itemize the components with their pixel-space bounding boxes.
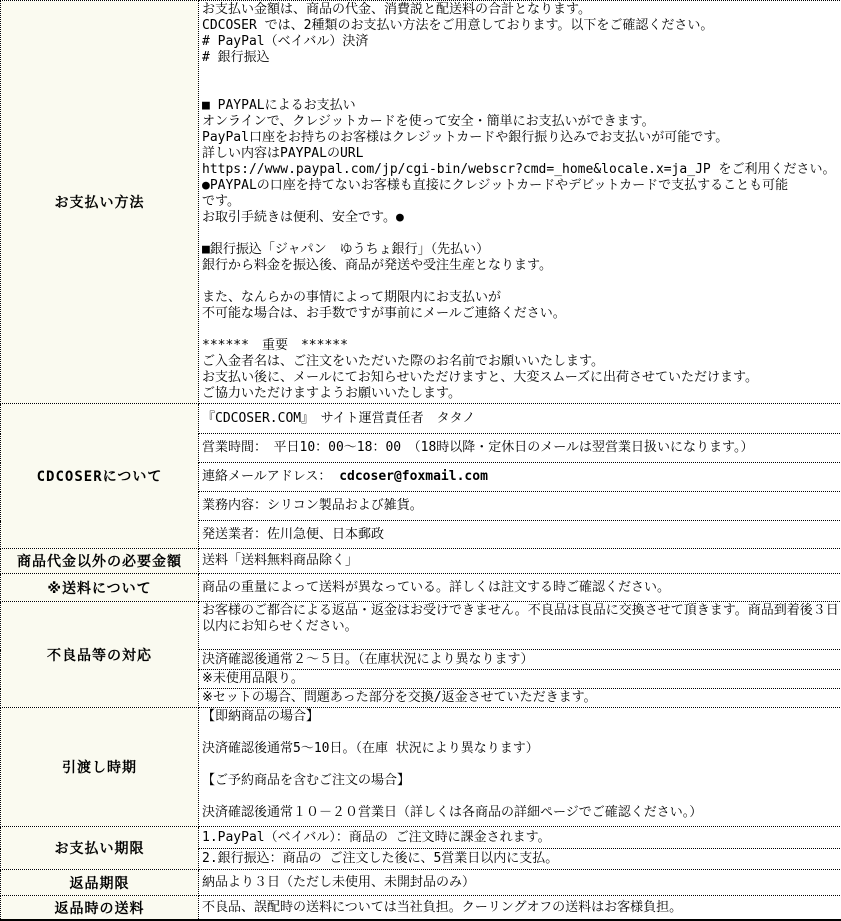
text-line: 【ご予約商品を含むご注文の場合】 (202, 773, 841, 789)
text-line (202, 66, 841, 82)
text-line: 決済確認後通常１０－２０営業日（詳しくは各商品の詳細ページでご確認ください。） (202, 805, 841, 821)
text-line: です。 (202, 194, 841, 210)
text-line (202, 226, 841, 242)
text-line: 業務内容：シリコン製品および雑貨。 (202, 498, 841, 514)
text-line: お取引手続きは便利、安全です。● (202, 210, 841, 226)
text-line: お支払い後に、メールにてお知らせいただけますと、大変スムーズに出荷させていただけます。 (202, 370, 841, 386)
section-header-1: CDCOSERについて (1, 404, 199, 549)
section-6-row-0-cell (199, 827, 841, 849)
text-line: 『CDCOSER.COM』 サイト運営責任者 タタノ (202, 411, 841, 427)
section-1-row-3-cell (199, 492, 841, 521)
text-line: 納品より３日（ただし未使用、未開封品のみ） (202, 875, 841, 891)
section-1-row-0-cell (199, 404, 841, 434)
text-line: CDCOSER では、2種類のお支払い方法をご用意しております。以下をご確認ください。 (202, 18, 841, 34)
text-line: 決済確認後通常5～10日。（在庫 状況により異なります） (202, 741, 841, 757)
table-row (1, 896, 841, 921)
text-line: 決済確認後通常２～５日。（在庫状況により異なります） (202, 652, 841, 668)
text-segment: 連絡メールアドレス： (202, 469, 339, 484)
text-line: 【即納商品の場合】 (202, 709, 841, 725)
text-line: お客様のご都合による返品・返金はお受けできません。不良品は良品に交換させて頂きます。商品到着後３日以内にお知らせください。 (202, 603, 841, 635)
text-line (202, 469, 841, 485)
section-header-4: 不良品等の対応 (1, 602, 199, 708)
section-4-row-0-cell (199, 602, 841, 650)
section-header-3: ※送料について (1, 574, 199, 602)
shop-info-table-body (1, 1, 841, 921)
section-1-row-2-cell (199, 463, 841, 492)
text-line (202, 82, 841, 98)
table-row (1, 574, 841, 602)
section-5-row-0-cell (199, 708, 841, 827)
text-line: 銀行から料金を振込後、商品が発送や受注生産となります。 (202, 258, 841, 274)
text-line: 不良品、誤配時の送料については当社負担。クーリングオフの送料はお客様負担。 (202, 900, 841, 916)
section-4-row-1-cell (199, 650, 841, 670)
section-1-row-1-cell (199, 434, 841, 463)
section-4-row-3-cell (199, 689, 841, 708)
text-line (202, 789, 841, 805)
text-line: ご入金者名は、ご注文をいただいた際のお名前でお願いいたします。 (202, 354, 841, 370)
text-line: 2.銀行振込：商品の ご注文した後に、5営業日以内に支払。 (202, 851, 841, 867)
text-line: 1.PayPal（ベイバル）：商品の ご注文時に課金されます。 (202, 830, 841, 846)
text-line (202, 322, 841, 338)
text-line: ****** 重要 ****** (202, 338, 841, 354)
section-0-row-0-cell (199, 1, 841, 404)
text-line: お支払い金額は、商品の代金、消費説と配送料の合計となります。 (202, 2, 841, 18)
section-7-row-0-cell (199, 870, 841, 896)
text-line: 発送業者：佐川急便、日本郵政 (202, 527, 841, 543)
section-1-row-4-cell (199, 521, 841, 549)
text-line: 営業時間： 平日10：00～18：00 （18時以降・定休日のメールは翌営業日扱いになります。） (202, 440, 841, 456)
table-row (1, 708, 841, 827)
section-header-0: お支払い方法 (1, 1, 199, 404)
text-line (202, 757, 841, 773)
text-line: ご協力いただけますようお願いいたします。 (202, 386, 841, 402)
section-header-2: 商品代金以外の必要金額 (1, 549, 199, 574)
section-2-row-0-cell (199, 549, 841, 574)
text-line: https://www.paypal.com/jp/cgi-bin/webscr?cmd=_home&locale.x=ja_JP をご利用ください。 (202, 162, 841, 178)
text-line: ※未使用品限り。 (202, 671, 841, 687)
contact-email: cdcoser@foxmail.com (339, 469, 488, 484)
table-row (1, 1, 841, 404)
section-8-row-0-cell (199, 896, 841, 921)
text-line: ●PAYPALの口座を持てないお客様も直接にクレジットカードやデビットカードで支払することも可能 (202, 178, 841, 194)
text-line: ■ PAYPALによるお支払い (202, 98, 841, 114)
section-header-6: お支払い期限 (1, 827, 199, 870)
text-line: # 銀行振込 (202, 50, 841, 66)
text-line (202, 274, 841, 290)
section-6-row-1-cell (199, 849, 841, 870)
table-row (1, 404, 841, 434)
text-line: PayPal口座をお持ちのお客様はクレジットカードや銀行振り込みでお支払いが可能です。 (202, 130, 841, 146)
text-line: ■銀行振込「ジャパン ゆうちょ銀行」（先払い） (202, 242, 841, 258)
table-row (1, 870, 841, 896)
section-3-row-0-cell (199, 574, 841, 602)
section-header-5: 引渡し時期 (1, 708, 199, 827)
text-line: ※セットの場合、問題あった部分を交換/返金させていただきます。 (202, 690, 841, 706)
text-line: 詳しい内容はPAYPALのURL (202, 146, 841, 162)
text-line (202, 725, 841, 741)
section-header-8: 返品時の送料 (1, 896, 199, 921)
table-row (1, 827, 841, 849)
text-line: オンラインで、クレジットカードを使って安全・簡単にお支払いができます。 (202, 114, 841, 130)
text-line: # PayPal（ベイバル）決済 (202, 34, 841, 50)
section-header-7: 返品期限 (1, 870, 199, 896)
table-row (1, 602, 841, 650)
text-line: 不可能な場合は、お手数ですが事前にメールご連絡ください。 (202, 306, 841, 322)
text-line: 送料「送料無料商品除く」 (202, 553, 841, 569)
text-line: また、なんらかの事情によって期限内にお支払いが (202, 290, 841, 306)
text-line: 商品の重量によって送料が異なっている。詳しくは註文する時ご確認ください。 (202, 580, 841, 596)
table-row (1, 549, 841, 574)
section-4-row-2-cell (199, 670, 841, 689)
